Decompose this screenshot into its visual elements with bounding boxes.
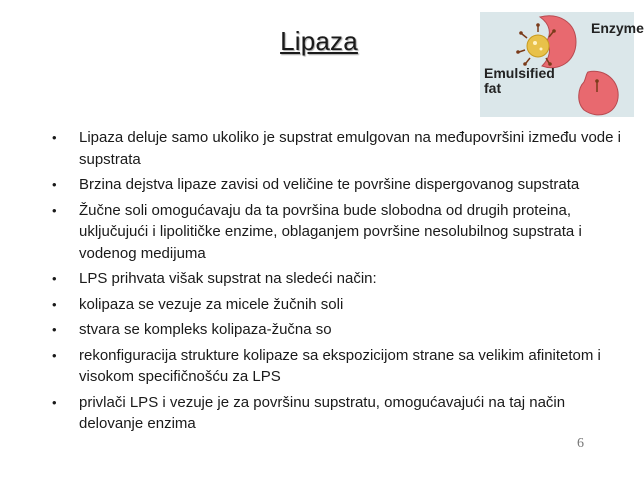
enzyme-figure xyxy=(480,12,644,117)
enzyme-label: Enzyme xyxy=(591,20,644,36)
bullet-dot: • xyxy=(52,347,57,363)
emulsified-label-line: Emulsified xyxy=(484,65,555,81)
bullet-text: Lipaza deluje samo ukoliko je supstrat emulgovan na međupovršini između vode i supstrata xyxy=(79,129,621,168)
bullet-dot: • xyxy=(52,130,57,145)
emulsified-fat-label xyxy=(484,66,555,96)
bullet-text: kolipaza se vezuje za micele žučnih soli xyxy=(79,295,344,313)
bullet-text: stvara se kompleks kolipaza-žučna so xyxy=(79,321,332,338)
bullet-item xyxy=(52,345,627,388)
bullet-dot: • xyxy=(52,322,57,337)
bullet-item xyxy=(52,127,627,170)
bullet-dot: • xyxy=(52,202,57,218)
slide-title: Lipaza xyxy=(280,26,358,56)
enzyme-shape-bottom xyxy=(579,71,618,115)
bullet-item xyxy=(52,200,627,265)
bullet-item xyxy=(52,392,627,435)
bullet-text: Žučne soli omogućavaju da ta površina bude slobodna od drugih proteina, uključujući i lipolitičke enzime, oblaganjem površine nesolubilnog supstrata i vodenog medijuma xyxy=(79,201,582,262)
bullet-list xyxy=(52,127,627,439)
bullet-dot: • xyxy=(52,394,57,410)
bullet-dot: • xyxy=(52,271,57,286)
bullet-item xyxy=(52,294,627,316)
fat-label-line: fat xyxy=(484,80,502,96)
bullet-item xyxy=(52,319,627,341)
bullet-dot: • xyxy=(52,177,57,192)
bullet-text: LPS prihvata višak supstrat na sledeći način: xyxy=(79,270,377,287)
bullet-text: privlači LPS i vezuje je za površinu supstratu, omogućavajući na taj način delovanje enzima xyxy=(79,393,566,432)
bullet-dot: • xyxy=(52,296,57,312)
bullet-text: rekonfiguracija strukture kolipaze sa ekspozicijom strane sa velikim afinitetom i visokom specifičnošću za LPS xyxy=(79,346,601,385)
bullet-item xyxy=(52,174,627,196)
page-number: 6 xyxy=(577,436,584,451)
bullet-item xyxy=(52,268,627,290)
bullet-text: Brzina dejstva lipaze zavisi od veličine te površine dispergovanog supstrata xyxy=(79,176,580,193)
